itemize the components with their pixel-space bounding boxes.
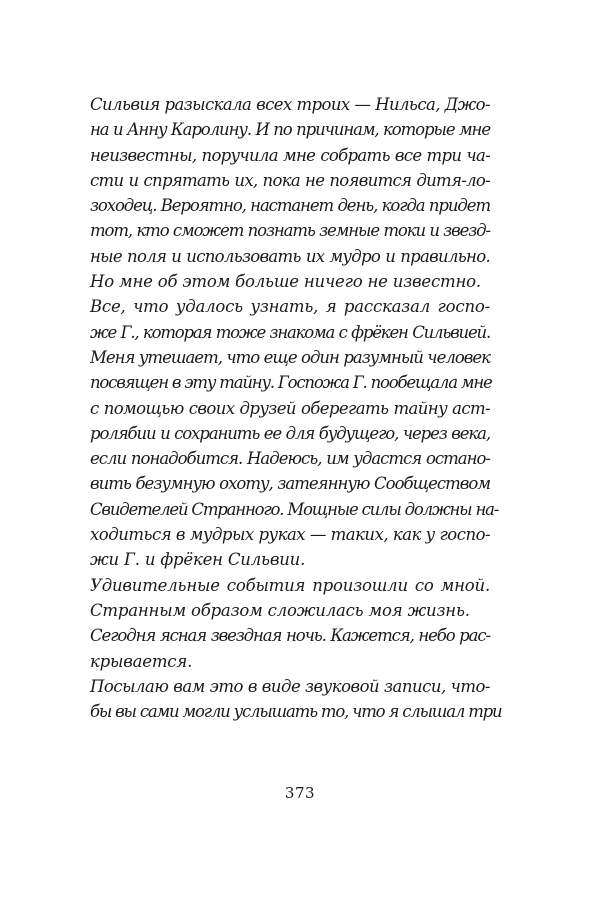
text-line: зоходец. Вероятно, настанет день, когда придет [90, 196, 490, 216]
text-line: Сегодня ясная звездная ночь. Кажется, небо рас- [90, 626, 490, 646]
paragraph [90, 573, 490, 624]
text-line: жи Г. и фрёкен Сильвии. [90, 550, 306, 570]
paragraph [90, 674, 502, 725]
text-line: Свидетелей Странного. Мощные силы должны на- [90, 499, 499, 519]
text-line: если понадобится. Надеюсь, им удастся остано- [90, 449, 490, 469]
text-line: неизвестны, поручила мне собрать все три ча- [90, 145, 490, 165]
text-line: посвящен в эту тайну. Госпожа Г. пообещала мне [90, 373, 492, 393]
text-line: на и Анну Каролину. И по причинам, которые мне [90, 120, 490, 140]
text-line: бы вы сами могли услышать то, что я слышал три [90, 702, 502, 722]
text-line: Все, что удалось узнать, я рассказал госпо- [90, 297, 490, 317]
text-line: крывается. [90, 651, 193, 671]
text-line: же Г., которая тоже знакома с фрёкен Сильвией. [90, 322, 490, 342]
text-line: с помощью своих друзей оберегать тайну аст- [90, 398, 490, 418]
text-line: Меня утешает, что еще один разумный человек [90, 347, 490, 367]
text-line: Но мне об этом больше ничего не известно. [90, 272, 481, 292]
paragraph [90, 294, 499, 572]
paragraph [90, 92, 490, 294]
text-line: ные поля и использовать их мудро и правильно. [90, 246, 490, 266]
text-line: ролябии и сохранить ее для будущего, через века, [90, 423, 490, 443]
page-number: 373 [284, 784, 316, 802]
text-line: Посылаю вам это в виде звуковой записи, что- [90, 676, 490, 696]
text-line: Сильвия разыскала всех троих — Нильса, Джо- [90, 95, 490, 114]
text-line: Странным образом сложилась моя жизнь. [90, 600, 470, 620]
text-line: Удивительные события произошли со мной. [90, 575, 490, 595]
text-line: вить безумную охоту, затеянную Сообществом [90, 474, 490, 494]
body-text [90, 92, 502, 724]
paragraph [90, 623, 490, 674]
text-line: ходиться в мудрых руках — таких, как у госпо- [90, 525, 491, 545]
text-line: тот, кто сможет познать земные токи и звезд- [90, 221, 490, 241]
text-line: сти и спрятать их, пока не появится дитя-ло- [90, 170, 490, 190]
